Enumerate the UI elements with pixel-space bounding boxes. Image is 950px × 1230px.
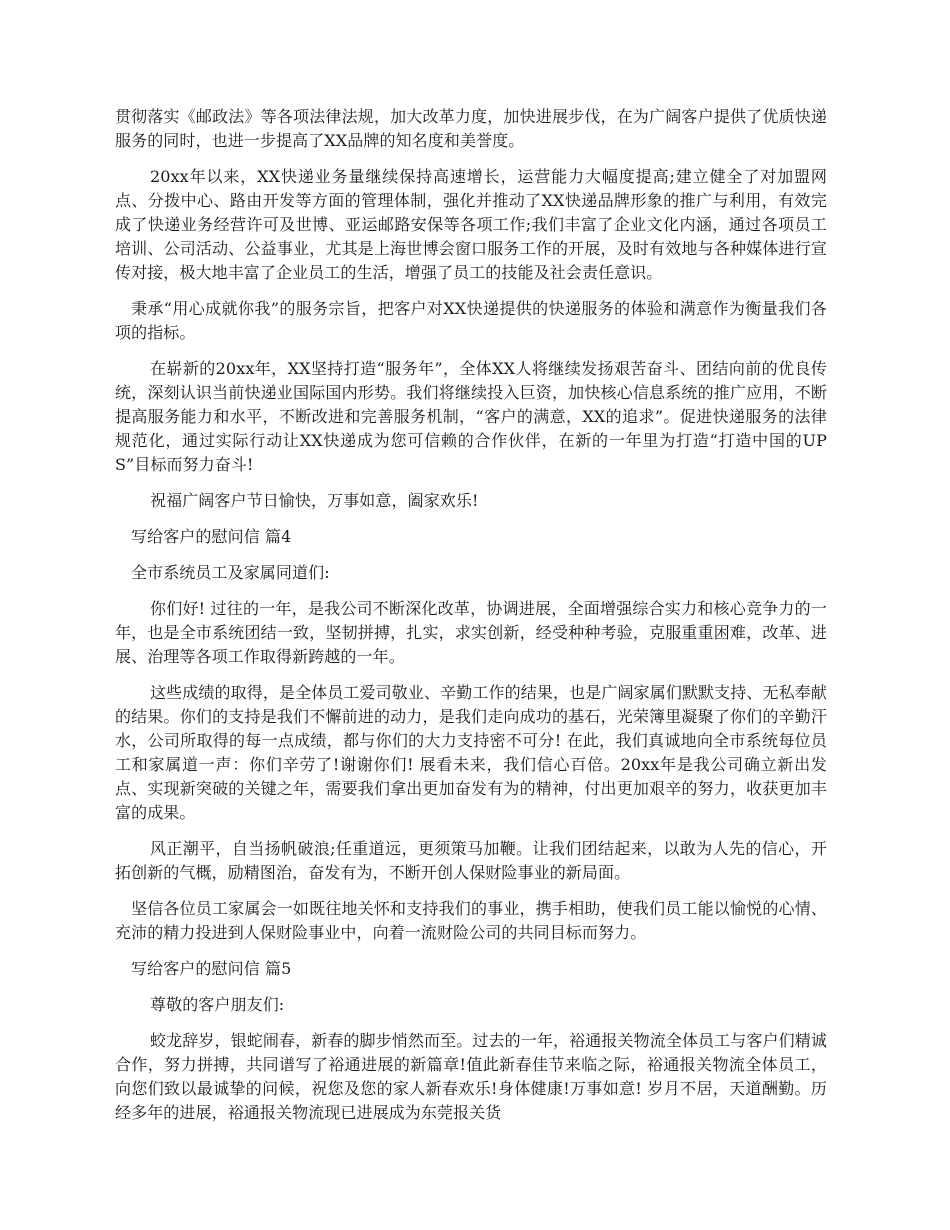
- document-page: [115, 105, 827, 1137]
- paragraph-business-growth: 20xx年以来，XX快递业务量继续保持高速增长，运营能力大幅度提高;建立健全了对加盟网点、分拨中心、路由开发等方面的管理体制，强化并推动了XX快递品牌形象的推广与利用，有效完成了快递业务经营许可及世博、亚运邮路安保等各项工作;我们丰富了企业文化内涵，通过各项员工培训、公司活动、公益事业，尤其是上海世博会窗口服务工作的开展，及时有效地与各种媒体进行宣传对接，极大地丰富了企业员工的生活，增强了员工的技能及社会责任意识。: [115, 167, 827, 282]
- paragraph-new-year-plan: 在崭新的20xx年，XX坚持打造“服务年”，全体XX人将继续发扬艰苦奋斗、团结向前的优良传统，深刻认识当前快递业国际国内形势。我们将继续投入巨资，加快核心信息系统的推广应用，不断提高服务能力和水平，不断改进和完善服务机制，“客户的满意，XX的追求”。促进快递服务的法律规范化，通过实际行动让XX快递成为您可信赖的合作伙伴，在新的一年里为打造“打造中国的UPS”目标而努力奋斗!: [115, 359, 827, 474]
- salutation-letter-5: 尊敬的客户朋友们:: [150, 995, 285, 1014]
- paragraph-holiday-wishes: 祝福广阔客户节日愉快，万事如意，阖家欢乐!: [150, 491, 479, 510]
- section-heading-letter-5: 写给客户的慰问信 篇5: [131, 959, 292, 978]
- paragraph-intro-continuation: 贯彻落实《邮政法》等各项法律法规，加大改革力度，加快进展步伐，在为广阔客户提供了优质快递服务的同时，也进一步提高了XX品牌的知名度和美誉度。: [115, 107, 827, 150]
- paragraph-call-to-action: 风正潮平，自当扬帆破浪;任重道远，更须策马加鞭。让我们团结起来，以敢为人先的信心，开拓创新的气概，励精图治，奋发有为，不断开创人保财险事业的新局面。: [115, 839, 827, 882]
- paragraph-spring-greeting: 蛟龙辞岁，银蛇闹春，新春的脚步悄然而至。过去的一年，裕通报关物流全体员工与客户们精诚合作，努力拼搏，共同谱写了裕通进展的新篇章!值此新春佳节来临之际，裕通报关物流全体员工，向您们致以最诚挚的问候，祝您及您的家人新春欢乐!身体健康!万事如意! 岁月不居，天道酬勤。历经多年的进展，裕通报关物流现已进展成为东莞报关货: [115, 1031, 827, 1122]
- paragraph-year-review: 你们好! 过往的一年，是我公司不断深化改革，协调进展，全面增强综合实力和核心竞争力的一年，也是全市系统团结一致，坚韧拼搏，扎实，求实创新，经受种种考验，克服重重困难，改革、进展、治理等各项工作取得新跨越的一年。: [115, 599, 827, 666]
- paragraph-service-motto: 秉承“用心成就你我”的服务宗旨，把客户对XX快递提供的快递服务的体验和满意作为衡量我们各项的指标。: [115, 299, 827, 342]
- salutation-letter-4: 全市系统员工及家属同道们:: [131, 563, 330, 582]
- paragraph-achievements: 这些成绩的取得，是全体员工爱司敬业、辛勤工作的结果，也是广阔家属们默默支持、无私奉献的结果。你们的支持是我们不懈前进的动力，是我们走向成功的基石，光荣簿里凝聚了你们的辛勤汗水，公司所取得的每一点成绩，都与你们的大力支持密不可分! 在此，我们真诚地向全市系统每位员工和家属道一声：你们辛劳了!谢谢你们! 展看未来，我们信心百倍。20xx年是我公司确立新出发点、实现新突破的关键之年，需要我们拿出更加奋发有为的精神，付出更加艰辛的努力，收获更加丰富的成果。: [115, 683, 827, 822]
- paragraph-closing-letter-4: 坚信各位员工家属会一如既往地关怀和支持我们的事业，携手相助，使我们员工能以愉悦的心情、充沛的精力投进到人保财险事业中，向着一流财险公司的共同目标而努力。: [115, 899, 827, 942]
- section-heading-letter-4: 写给客户的慰问信 篇4: [131, 527, 292, 546]
